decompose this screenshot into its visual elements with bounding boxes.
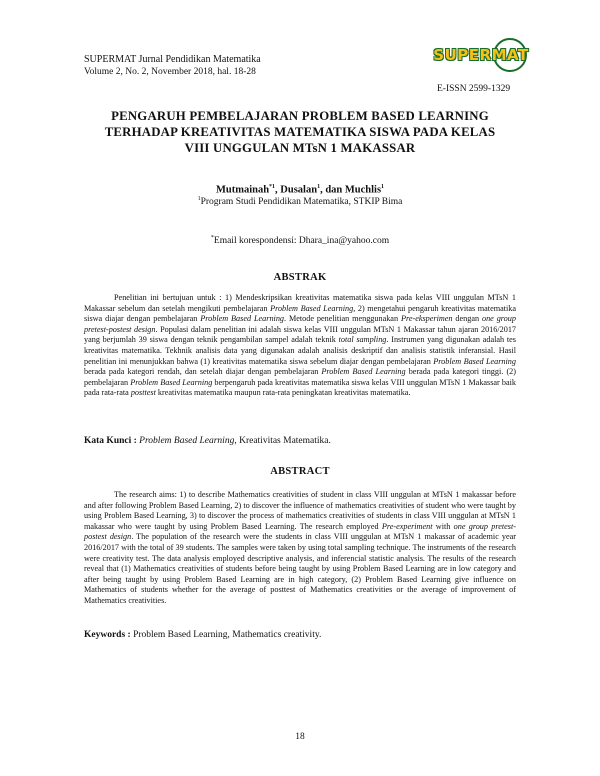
abstrak-text: . Populasi dalam penelitian ini adalah siswa kelas VIII unggulan MTsN 1 Makassar tahun ajaran 2016/2017 yang berjumlah 39 siswa dengan teknik pengambilan sampel adalah teknik xyxy=(84,324,517,345)
abstrak-text: . Metode penelitian menggunakan xyxy=(284,314,401,324)
abstrak-text: berada pada kategori tinggi. (2) pembelajaran xyxy=(84,367,516,387)
author-2: Dusalan xyxy=(280,184,318,196)
abstrak-italic: Problem Based Learning xyxy=(321,367,406,377)
abstrak-text: berpengaruh pada kreativitas matematika siswa kelas VIII unggulan MTsN 1 Makassar baik pada rata-rata xyxy=(84,377,516,398)
abstrak-italic: posttest xyxy=(130,388,156,398)
abstrak-italic: Problem Based Learning xyxy=(130,377,213,387)
abstract-text: with xyxy=(432,521,454,531)
author-1: Mutmainah xyxy=(215,184,270,196)
abstract-italic: Pre-experiment xyxy=(381,521,433,531)
abstrak-text: dengan xyxy=(452,314,482,324)
kata-kunci-italic: Problem Based Learning xyxy=(136,436,235,446)
abstrak-heading: ABSTRAK xyxy=(273,272,327,283)
author-sep: , xyxy=(275,184,281,196)
abstrak-text: berada pada kategori rendah, dan setelah diajar dengan pembelajaran xyxy=(84,367,322,377)
keywords xyxy=(84,630,524,640)
title-line-3: VIII UNGGULAN MTsN 1 MAKASSAR xyxy=(184,141,416,155)
paper-title xyxy=(60,108,540,156)
abstrak-italic: total sampling xyxy=(338,335,387,345)
abstrak-body xyxy=(84,293,516,399)
kata-kunci xyxy=(84,436,524,446)
abstract-body xyxy=(84,490,516,607)
email-sup: * xyxy=(210,235,214,241)
abstract-text: . The population of the research were the students in class VIII unggulan at MTsN 1 makassar of academic year 2016/2017 with the total of 39 students. The samples were taken by using total sampling technique. The instruments of the research were creativity test. The data analysis employed descriptive analysis, and inferencial statistic analysis. The results of the research reveal that (1) Mathematics creativities of students before being taught by using Problem Based Learning are in low category and after being taught by using Problem Based Learning are in high category, (2) Problem Based Learning give influence on Mathematics of students whether for the average of posttest of Mathematics creativities or the average of improvement of Mathematics creativities. xyxy=(84,532,516,605)
author-3-sup: 1 xyxy=(381,184,385,190)
affiliation-text: Program Studi Pendidikan Matematika, STKIP Bima xyxy=(200,197,403,208)
affiliation xyxy=(0,196,600,207)
journal-volume: Volume 2, No. 2, November 2018, hal. 18-28 xyxy=(84,67,256,77)
abstrak-text: Penelitian ini bertujuan untuk : 1) Mendeskripsikan kreativitas matematika siswa pada kelas VIII unggulan MTsN 1 Makassar sebelum dan setelah mengikuti pembelajaran xyxy=(84,293,516,313)
abstrak-italic: Problem Based Learning xyxy=(433,356,516,366)
email-text: Email korespondensi: Dhara_ina@yahoo.com xyxy=(213,236,390,247)
correspondence-email xyxy=(0,235,600,246)
issn: E-ISSN 2599-1329 xyxy=(437,84,511,94)
keywords-label: Keywords : xyxy=(84,630,131,640)
abstrak-text: 2) mengetahui pengaruh kreativitas matematika siswa diajar dengan pembelajaran xyxy=(84,303,516,324)
title-line-2: TERHADAP KREATIVITAS MATEMATIKA SISWA PADA KELAS xyxy=(104,125,496,139)
author-list xyxy=(0,184,600,196)
abstract-text: The research aims: 1) to describe Mathematics creativities of student in class VIII unggulan at MTsN 1 makassar before and after following Problem Based Learning, 2) to discover the influence of mathematics creativities of student who were taught by using Problem Based Learning, 3) to discover the process of mathematics creativities of students in class VIII unggulan at MTsN 1 makassar who were taught by using Problem Based Learning. The research employed xyxy=(84,490,516,531)
author-2-sup: 1 xyxy=(317,184,321,190)
title-line-1: PENGARUH PEMBELAJARAN PROBLEM BASED LEARNING xyxy=(111,109,489,123)
logo-text: SUPERMAT xyxy=(433,46,529,64)
page-number: 18 xyxy=(295,732,305,742)
abstrak-italic: Problem Based Learning xyxy=(200,314,285,324)
journal-name: SUPERMAT Jurnal Pendidikan Matematika xyxy=(84,54,261,65)
abstrak-italic: Pre-eksperimen xyxy=(400,314,453,324)
author-1-sup: *1 xyxy=(269,184,276,190)
abstract-heading: ABSTRACT xyxy=(270,466,330,477)
abstrak-text: . Instrumen yang digunakan adalah tes kreativitas matematika. Tekhnik analisis data yang digunakan adalah analisis deskriptif dan analisis statistik inferansial. Hasil penelitian ini menunjukkan bahwa (1) kreativitas matematika siswa sebelum diajar dengan pembelajaran xyxy=(84,335,516,366)
author-3: Muchlis xyxy=(344,184,382,196)
kata-kunci-text: , Kreativitas Matematika. xyxy=(234,436,331,446)
author-sep: , dan xyxy=(320,184,345,196)
supermat-logo xyxy=(433,42,529,68)
abstract-italic: one group pretest-postest design xyxy=(84,521,516,542)
journal-header xyxy=(84,54,261,78)
abstrak-italic: one group pretest-postest design xyxy=(84,314,516,334)
affiliation-sup: 1 xyxy=(197,196,201,202)
abstrak-italic: Problem Based Learning, xyxy=(270,303,356,313)
kata-kunci-label: Kata Kunci : xyxy=(84,436,137,446)
keywords-text: Problem Based Learning, Mathematics creativity. xyxy=(130,630,322,640)
abstrak-text: kreativitas matematika maupun rata-rata peningkatan kreativitas matematika. xyxy=(155,388,411,398)
